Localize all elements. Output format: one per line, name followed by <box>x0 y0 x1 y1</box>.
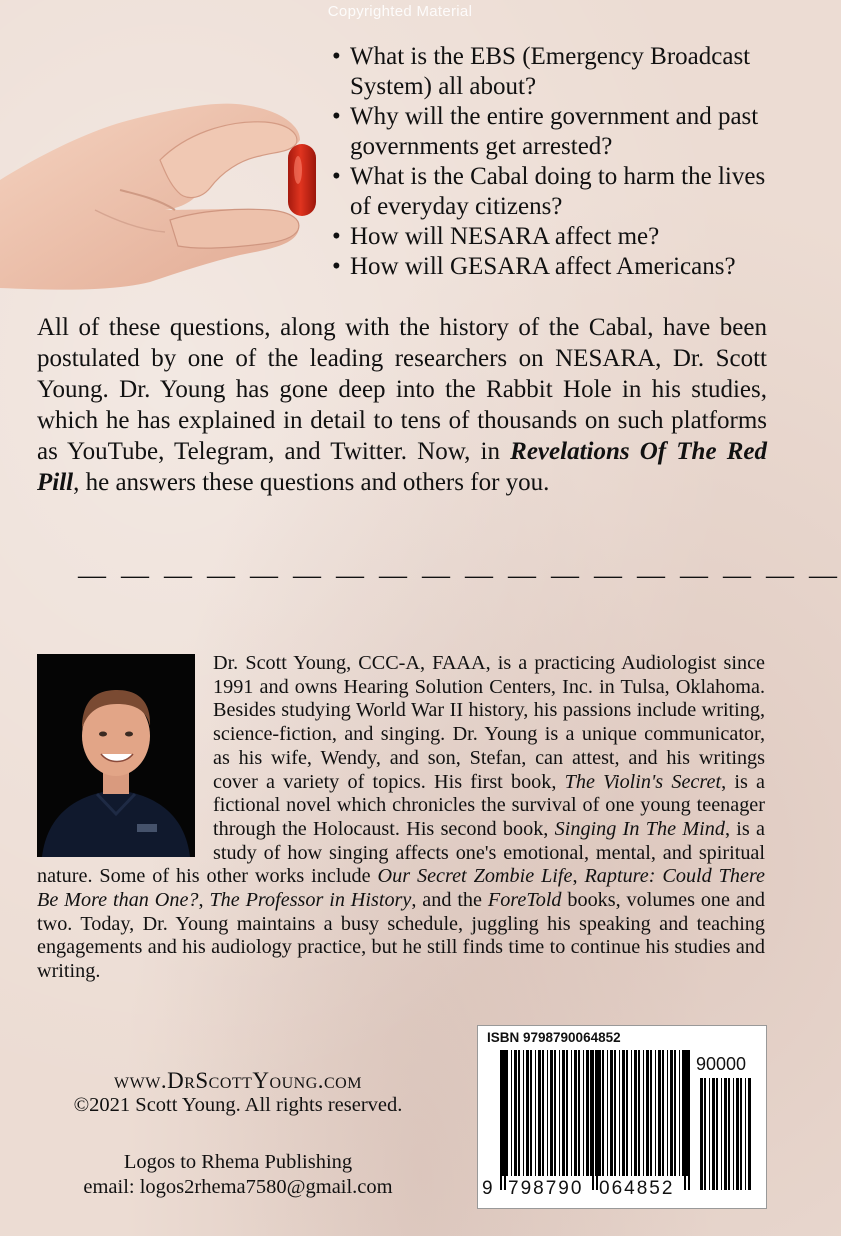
barcode-bar <box>748 1078 751 1190</box>
barcode-bar <box>562 1050 565 1176</box>
book-title: The Violin's Secret <box>564 770 722 793</box>
barcode-bar <box>674 1050 676 1176</box>
book-title: Singing In The Mind <box>554 817 725 840</box>
question-item: • Why will the entire government and past governments get arrested? <box>330 102 790 162</box>
barcode-bar <box>526 1050 529 1176</box>
barcode-bar <box>670 1050 673 1176</box>
barcode-bar <box>686 1050 688 1176</box>
barcode-bar <box>667 1050 668 1176</box>
book-title: Revelations Of The Red Pill <box>37 438 767 496</box>
barcode-bar <box>736 1078 739 1190</box>
bio-text: , <box>572 865 585 888</box>
barcode-bar <box>658 1050 661 1176</box>
barcode-bar <box>700 1078 703 1190</box>
barcode-guard-bar <box>688 1050 690 1190</box>
section-divider: — — — — — — — — — — — — — — — — — — <box>78 560 841 591</box>
barcode-bar <box>598 1050 601 1176</box>
barcode-bar <box>595 1050 596 1176</box>
question-item: • How will NESARA affect me? <box>330 222 790 252</box>
barcode-bar <box>619 1050 620 1176</box>
intro-text: All of these questions, along with the history of the Cabal, have been postulated by one of the leading researchers on NESARA, Dr. Scott Young. Dr. Young has gone deep into the Rabbit Hole in his studies, which he has explained in detail to tens of thousands on such platforms as YouTube, Telegram, and Twitter. Now, in <box>37 314 767 465</box>
barcode-bar <box>571 1050 572 1176</box>
barcode-bar <box>511 1050 512 1176</box>
barcode-bar <box>574 1050 577 1176</box>
barcode-bar <box>586 1050 589 1176</box>
barcode-bar <box>518 1050 520 1176</box>
question-item: • What is the EBS (Emergency Broadcast System) all about? <box>330 42 790 102</box>
barcode-bar <box>530 1050 532 1176</box>
barcode-bar <box>554 1050 556 1176</box>
barcode-bar <box>638 1050 640 1176</box>
contact-block <box>38 1068 438 1200</box>
barcode-bar <box>622 1050 625 1176</box>
barcode-bar <box>550 1050 553 1176</box>
barcode-bar <box>614 1050 616 1176</box>
email-address: email: logos2rhema7580@gmail.com <box>83 1176 393 1198</box>
barcode-bar <box>662 1050 664 1176</box>
book-title: ForeTold <box>487 889 562 912</box>
bio-text: , <box>198 889 210 912</box>
question-item: • How will GESARA affect Americans? <box>330 252 790 282</box>
barcode-guard-bar <box>596 1050 598 1190</box>
barcode-bar <box>721 1078 722 1190</box>
barcode-bar <box>602 1050 604 1176</box>
bio-text: books, volumes one and two. Today, Dr. Young maintains a busy schedule, juggling his speaking and teaching engagements and his audiology practice, but he still finds time to continue his studies and writing. <box>37 889 766 983</box>
publisher-name: Logos to Rhema Publishing <box>123 1151 353 1173</box>
barcode-bar <box>724 1078 727 1190</box>
barcode-bar <box>655 1050 656 1176</box>
barcode-guard-bar <box>500 1050 502 1190</box>
barcode-bar <box>523 1050 524 1176</box>
barcode-bar <box>538 1050 541 1176</box>
barcode-bar <box>709 1078 710 1190</box>
barcode-bar <box>506 1050 508 1176</box>
bio-text: , is a fictional novel which chronicles the survival of one young teenager through the Holocaust. His second book, <box>213 770 765 840</box>
book-title: Our Secret Zombie Life <box>377 865 573 888</box>
barcode-bar <box>643 1050 644 1176</box>
barcode-bar <box>542 1050 544 1176</box>
copyright-line: ©2021 Scott Young. All rights reserved. <box>73 1094 403 1116</box>
author-bio <box>37 652 765 984</box>
barcode-bar <box>733 1078 734 1190</box>
price-code: 90000 <box>695 1054 746 1074</box>
barcode-digits-left: 798790 <box>508 1178 584 1199</box>
barcode-bar <box>610 1050 613 1176</box>
isbn-barcode <box>477 1025 767 1209</box>
barcode-bar <box>728 1078 730 1190</box>
barcode-bar <box>514 1050 517 1176</box>
barcode-bar <box>646 1050 649 1176</box>
barcode-bar <box>578 1050 580 1176</box>
barcode-bar <box>704 1078 706 1190</box>
barcode-bar <box>679 1050 680 1176</box>
hand-holding-pill-image <box>0 60 330 290</box>
book-title: Rapture: Could There Be More than One? <box>37 865 766 912</box>
barcode-bar <box>716 1078 718 1190</box>
barcode-bar <box>740 1078 742 1190</box>
bio-text: , and the <box>411 889 488 912</box>
barcode-bar <box>634 1050 637 1176</box>
barcode-bar <box>607 1050 608 1176</box>
barcode-bar <box>583 1050 584 1176</box>
barcode-guard-bar <box>504 1050 506 1190</box>
barcode-bar <box>535 1050 536 1176</box>
question-list <box>330 42 790 282</box>
bio-text: , is a study of how singing affects one's emotional, mental, and spiritual nature. Some of his other works include <box>37 817 765 888</box>
barcode-bar <box>547 1050 548 1176</box>
bio-text: Dr. Scott Young, CCC-A, FAAA, is a practicing Audiologist since 1991 and owns Hearing Solution Centers, Inc. in Tulsa, Oklahoma. Besides studying World War II history, his passions include writing, science-fiction, and singing. Dr. Young is a unique communicator, as his wife, Wendy, and son, Stefan, can attest, and his writings cover a variety of topics. His first book, <box>213 652 765 793</box>
barcode-bar <box>712 1078 715 1190</box>
barcode-guard-bar <box>592 1050 594 1190</box>
barcode-bar <box>745 1078 746 1190</box>
book-title: The Professor in History <box>209 889 412 912</box>
barcode-bar <box>626 1050 628 1176</box>
barcode-bar <box>590 1050 592 1176</box>
barcode-digit-lead: 9 <box>482 1178 493 1199</box>
isbn-label: ISBN 9798790064852 <box>487 1030 621 1045</box>
question-item: • What is the Cabal doing to harm the lives of everyday citizens? <box>330 162 790 222</box>
intro-paragraph <box>37 312 767 498</box>
red-pill <box>288 144 316 216</box>
intro-text-end: , he answers these questions and others for you. <box>73 469 550 496</box>
barcode-bar <box>566 1050 568 1176</box>
barcode-bar <box>631 1050 632 1176</box>
barcode-bar <box>650 1050 652 1176</box>
barcode-guard-bar <box>684 1050 686 1190</box>
barcode-digits-right: 064852 <box>599 1178 675 1199</box>
copyright-watermark: Copyrighted Material <box>327 3 473 20</box>
barcode-bar <box>559 1050 560 1176</box>
website-link[interactable]: www.DrScottYoung.com <box>114 1068 362 1093</box>
